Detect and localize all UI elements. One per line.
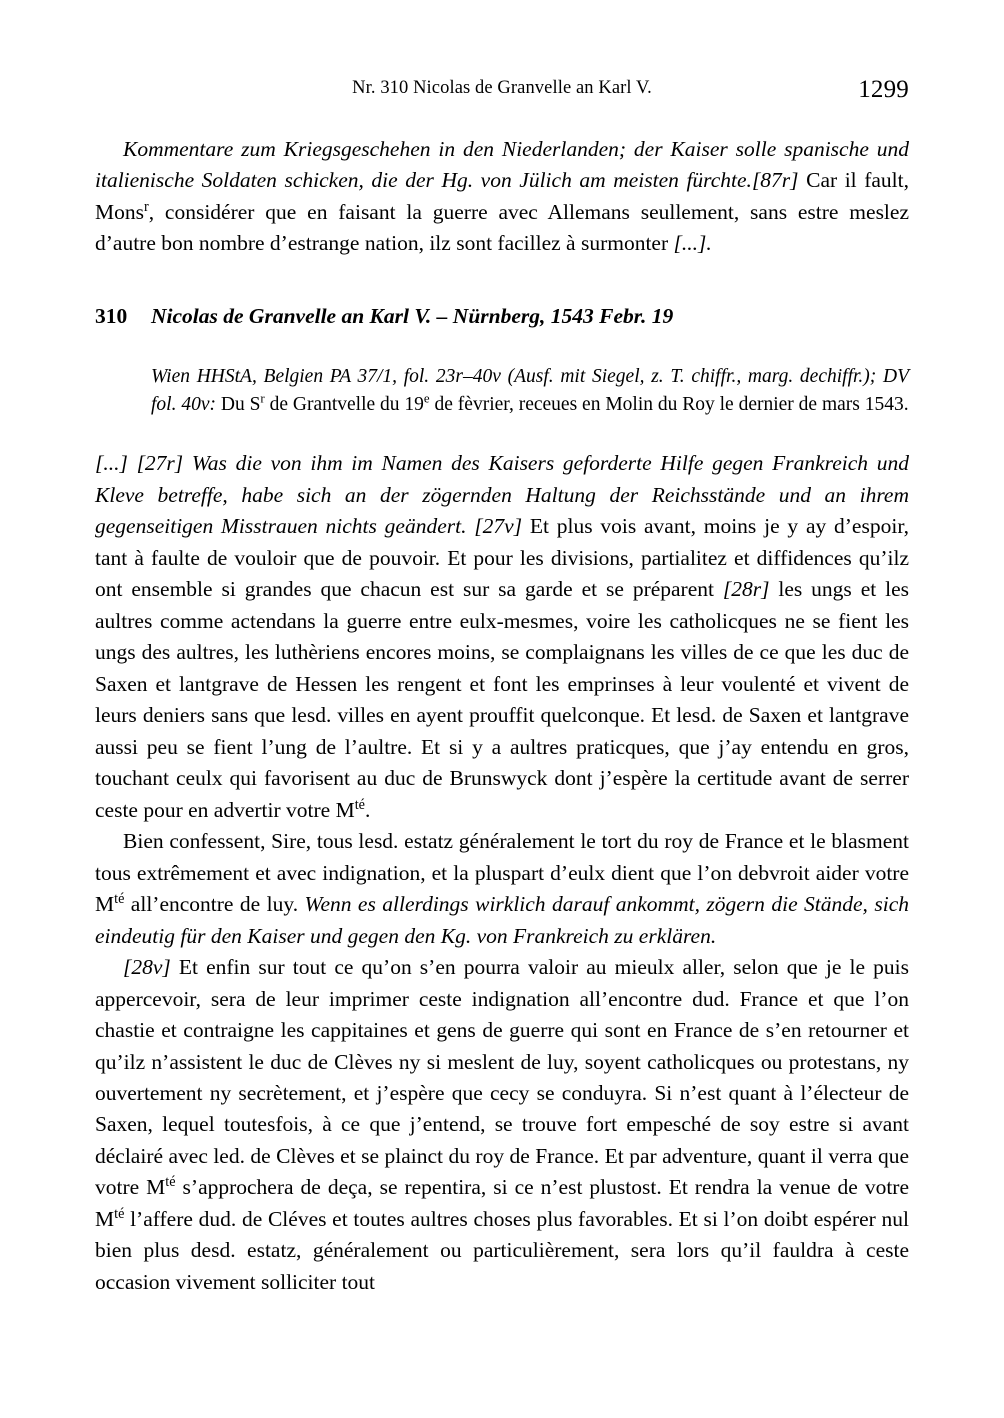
superscript-r: r xyxy=(143,198,149,215)
paragraph-1-text-c: . xyxy=(364,797,371,822)
source-archive-info: Wien HHStA, Belgien PA 37/1, fol. 23r–40v (Ausf. mit Siegel, z. T. chiffr., marg. dechiffr.); DV fol. 40v: xyxy=(151,365,909,415)
paragraph-3-text-b: s’approchera de deça, se repentira, si ce n’est plustost. Et rendra la venue de votre M xyxy=(95,1175,910,1231)
running-head xyxy=(95,78,909,112)
page-number: 1299 xyxy=(858,76,909,103)
top-excerpt-paragraph xyxy=(95,134,909,260)
paragraph-1-regest: [...] [27r] Was die von ihm im Namen des Kaisers geforderte Hilfe gegen Frankreich und Kleve betreffe, habe sich an der zögernden Haltung der Reichsstände und an ihrem gegenseitigen Misstrauen nichts geändert. [27v] xyxy=(95,451,909,539)
paragraph-1-text-b: les ungs et les aultres comme actendans la guerre entre eulx-mesmes, voire les catholicques ne se fient les ungs des aultres, les luthèriens encores moins, se complaignans les villes de ce que les duc de Saxen et lantgrave de Hessen les rengent et font les emprinses à leur voulenté et vivent de leurs deniers sans que lesd. villes en ayent prouffit quelconque. Et lesd. de Saxen et lantgrave aussi peu se fient l’ung de l’aultre. Et si y a aultres praticques, que j’ay entendu en gros, touchant ceulx qui favorisent au duc de Brunswyck dont j’espère la certitude avant de serrer ceste pour en advertir votre M xyxy=(95,577,909,822)
paragraph-2-text-b: all’encontre de luy. xyxy=(124,892,305,917)
superscript-te-3: té xyxy=(165,1174,176,1191)
superscript-te-2: té xyxy=(114,890,125,907)
paragraph-3-text-c: l’affere dud. de Cléves et toutes aultres choses plus favorables. Et si l’on doibt espérer nul bien plus desd. estatz, généralement ou particulièrement, sera lors qu’il fauldra à ceste occasion vivement solliciter tout xyxy=(95,1206,909,1294)
folio-marker-28r: [28r] xyxy=(722,577,770,602)
superscript-te-1: té xyxy=(354,796,365,813)
folio-marker: [87r] xyxy=(751,168,799,193)
regest-text: Kommentare zum Kriegsgeschehen in den Niederlanden; der Kaiser solle spanische und italienische Soldaten schicken, die der Hg. von Jülich am meisten fürchte. xyxy=(95,137,909,193)
folio-marker-28v: [28v] xyxy=(123,955,171,980)
excerpt-ellipsis: [...]. xyxy=(673,231,712,256)
source-dv-a: Du S xyxy=(215,393,261,415)
section-heading xyxy=(95,304,909,329)
source-dv-b: de Grantvelle du 19 xyxy=(264,393,424,415)
body-paragraph-2 xyxy=(95,826,909,952)
superscript-te-4: té xyxy=(114,1205,125,1222)
excerpt-text-a: Car il fault, Mons xyxy=(95,168,909,224)
excerpt-text-b: , considérer que en faisant la guerre avec Allemans seullement, sans estre meslez d’autre bon nombre d’estrange nation, ilz sont facillez à surmonter xyxy=(95,199,909,256)
source-reference xyxy=(151,363,909,418)
body-paragraph-1 xyxy=(95,448,909,826)
body-paragraph-3 xyxy=(95,952,909,1298)
superscript-r-source: r xyxy=(260,391,265,406)
section-number: 310 xyxy=(95,303,128,328)
superscript-e-source: e xyxy=(423,391,430,406)
source-dv-c: de fèvrier, receues en Molin du Roy le dernier de mars 1543. xyxy=(429,393,909,415)
paragraph-3-text-a: Et enfin sur tout ce qu’on s’en pourra valoir au mieulx aller, selon que je le puis appercevoir, sera de leur imprimer ceste indignation all’encontre dud. France et que l’on chastie et contraigne les cappitaines et gens de guerre qui sont en France de s’en retourner et qu’ilz n’assistent le duc de Clèves ny si meslent de luy, soyent catholicques ou protestans, ny ouvertement ny secrètement, et j’espère que cecy se conduyra. Si n’est quant à l’électeur de Saxen, lequel toutesfois, à ce que j’entend, se trouve fort empesché de soy estre si avant déclairé avec led. de Clèves et se plainct du roy de France. Et par adventure, quant il verra que votre M xyxy=(95,955,909,1200)
paragraph-2-text-a: Bien confessent, Sire, tous lesd. estatz généralement le tort du roy de France et le blasment tous extrêmement et avec indignation, et la pluspart d’eulx dient que l’on debvroit aider votre M xyxy=(95,829,909,917)
paragraph-2-regest: Wenn es allerdings wirklich darauf ankommt, zögern die Stände, sich eindeutig für den Kaiser und gegen den Kg. von Frankreich zu erklären. xyxy=(95,892,910,948)
running-head-title: Nr. 310 Nicolas de Granvelle an Karl V. xyxy=(352,78,652,98)
section-title: Nicolas de Granvelle an Karl V. – Nürnberg, 1543 Febr. 19 xyxy=(151,303,674,328)
paragraph-1-text-a: Et plus vois avant, moins je y ay d’espoir, tant à faulte de vouloir que de pouvoir. Et pour les divisions, partialitez et diffidences qu’ilz ont ensemble si grandes que chacun est sur sa garde et se préparent xyxy=(95,514,909,602)
